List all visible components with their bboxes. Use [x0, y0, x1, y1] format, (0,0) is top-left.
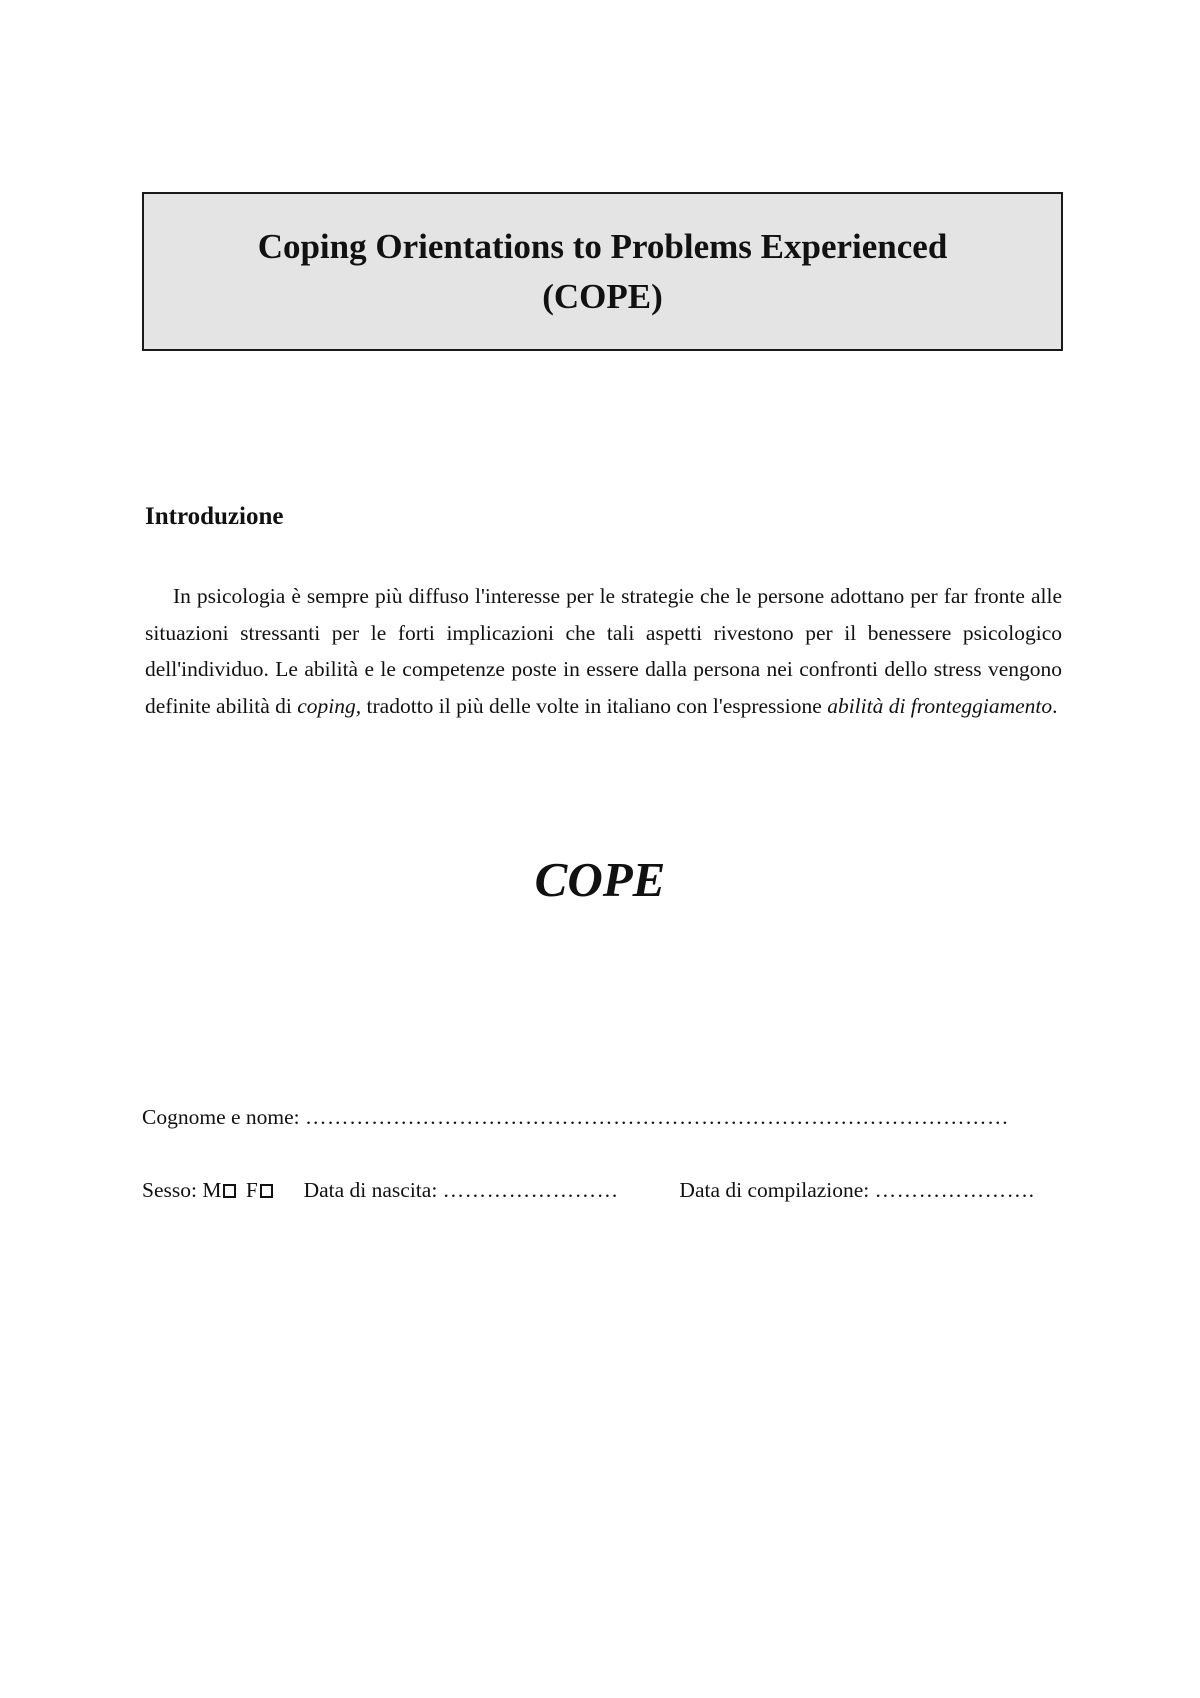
sex-male-checkbox[interactable]: [223, 1184, 236, 1198]
intro-text-part1: In psicologia è sempre più diffuso l'interesse per le strategie che le persone adottano per far fronte alle situazioni stressanti per le forti implicazioni che tali aspetti rivestono per il benessere psicologico dell'individuo. Le abilità e le competenze poste in essere dalla persona nei confronti dello stress vengono definite abilità di: [145, 584, 1062, 718]
name-field-row: [142, 1102, 1009, 1132]
sex-option-female-label: F: [245, 1178, 258, 1202]
sex-label: Sesso:: [142, 1178, 197, 1202]
sex-female-checkbox[interactable]: [260, 1184, 273, 1198]
intro-text-end: .: [1052, 693, 1058, 718]
document-title-acronym: (COPE): [542, 276, 663, 316]
compilation-date-input-dots[interactable]: ………………….: [874, 1178, 1035, 1202]
intro-paragraph: [145, 578, 1062, 724]
document-title: Coping Orientations to Problems Experienced: [257, 226, 948, 266]
title-box: [142, 192, 1063, 351]
birth-date-label: Data di nascita:: [303, 1178, 438, 1202]
birth-date-input-dots[interactable]: ……………………: [442, 1178, 619, 1202]
section-heading-introduzione: Introduzione: [145, 503, 284, 530]
intro-term-coping: coping,: [297, 693, 362, 718]
sex-option-male-label: M: [202, 1178, 222, 1202]
main-title: COPE: [534, 852, 666, 907]
name-label: Cognome e nome:: [142, 1105, 300, 1129]
details-field-row: [142, 1175, 1072, 1205]
intro-term-fronteggiamento: abilità di fronteggiamento: [827, 693, 1053, 718]
name-input-dots[interactable]: ……………………………………………………………………………………: [305, 1105, 1010, 1129]
compilation-date-label: Data di compilazione:: [679, 1178, 870, 1202]
intro-text-part2: tradotto il più delle volte in italiano con l'espressione: [361, 693, 828, 718]
